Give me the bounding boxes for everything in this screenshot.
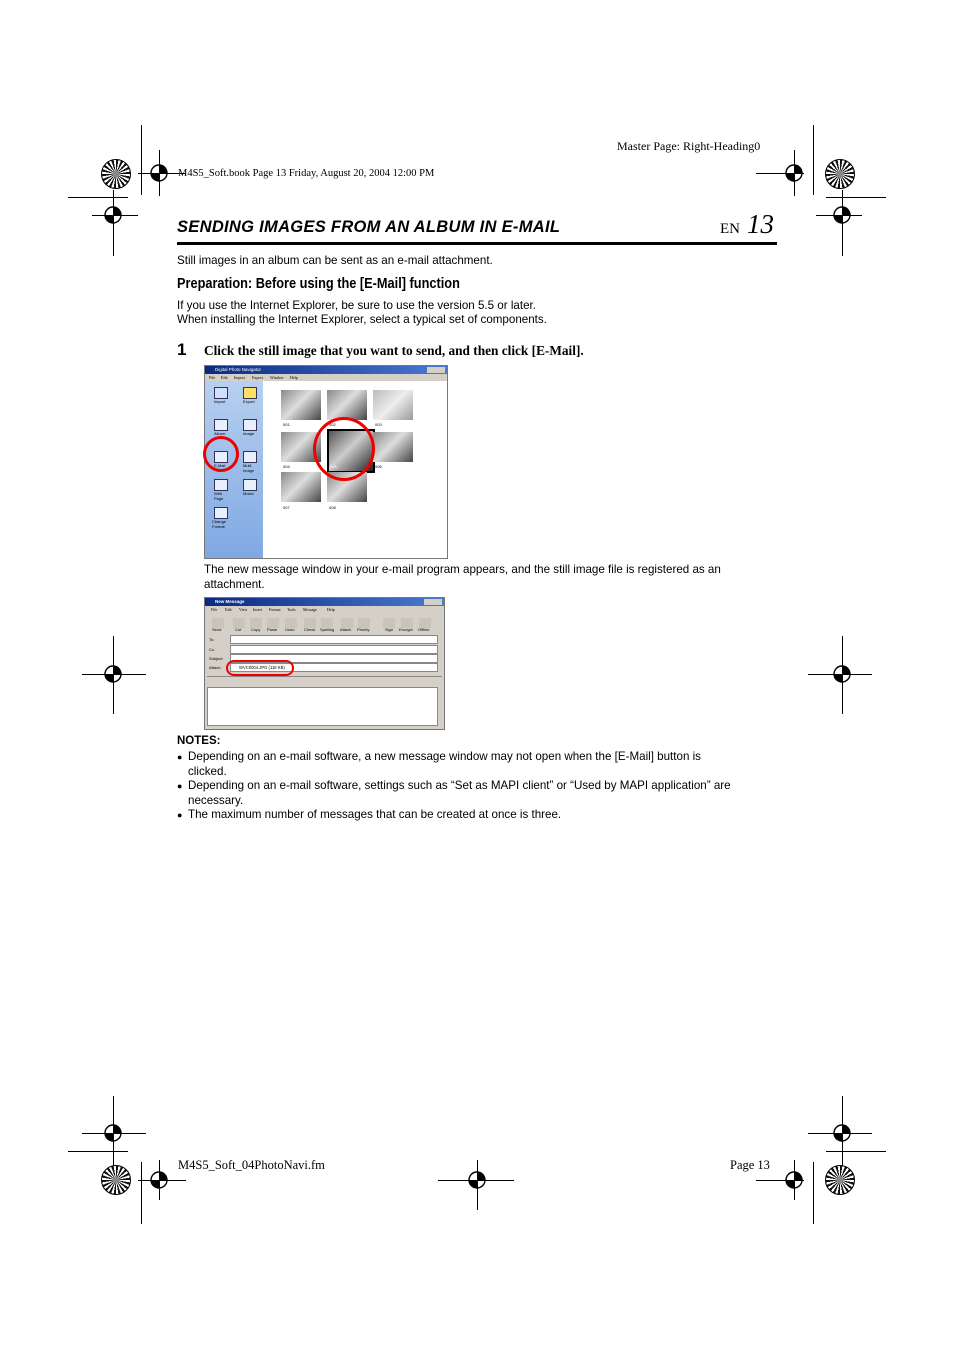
to-label: To: [209,637,215,642]
window-menubar [205,606,444,613]
note-item [177,750,182,765]
subject-label: Subject: [209,656,224,661]
photo-highlight-circle [313,417,375,481]
menu-import: Import [234,375,245,380]
attachment-highlight-oval [226,660,294,676]
multi-image-icon [243,451,257,463]
book-info: M4S5_Soft.book Page 13 Friday, August 20, 2004 12:00 PM [178,168,435,179]
menu-help: Help [327,607,335,612]
thumbnail-label: 007 [283,505,290,510]
photo-thumbnail [281,472,321,502]
window-title: New Message [215,599,245,604]
window-titlebar [205,598,444,606]
toolbar-label: Spelling [320,627,335,632]
step-number: 1 [177,340,187,359]
menu-file: File [211,607,218,612]
note-item [177,808,182,823]
window-title: Digital Photo Navigator [215,367,262,372]
note-2-line-1: Depending on an e-mail software, settings such as “Set as MAPI client” or “Used by MAPI application” are [188,779,731,792]
web-page-label: Web Page [214,491,224,501]
toolbar-label: Encrypt [399,627,413,632]
thumbnail-label: 008 [329,505,336,510]
thumbnail-label: 001 [283,422,290,427]
page-number: 13 [747,209,774,239]
page-title: SENDING IMAGES FROM AN ALBUM IN E-MAIL [177,218,561,236]
note-2-line-2: necessary. [188,794,244,807]
menu-edit: Edit [225,607,232,612]
export-label: Export [243,399,255,404]
menu-tools: Tools [287,607,296,612]
bullet-icon: ● [177,810,183,820]
menu-help: Help [290,375,298,380]
menu-format: Format [269,607,281,612]
intro-text: Still images in an album can be sent as an e-mail attachment. [177,254,493,267]
toolbar-label: Cut [235,627,242,632]
web-page-icon [214,479,228,491]
bullet-icon: ● [177,781,183,791]
import-icon [214,387,228,399]
photo-thumbnail [327,390,367,420]
note-3-line-1: The maximum number of messages that can be created at once is three. [188,808,562,821]
menu-message: Message [303,607,317,612]
toolbar-label: Priority [357,627,370,632]
toolbar-label: Attach [340,627,352,632]
thumbnail-label: 006 [375,464,382,469]
thumbnail-label: 002 [329,422,336,427]
thumbnail-label: 004 [283,464,290,469]
thumbnail-label: 003 [375,422,382,427]
menu-insert: Insert [253,607,263,612]
preparation-line-1: If you use the Internet Explorer, be sure to use the version 5.5 or later. [177,299,536,312]
toolbar-label: Undo [285,627,295,632]
album-label: Album [214,431,226,436]
movie-icon [243,479,257,491]
photo-thumbnail [373,432,413,462]
toolbar-label: Sign [385,627,394,632]
photo-thumbnail [281,390,321,420]
cc-label: Cc: [209,647,215,652]
note-1-line-2: clicked. [188,765,227,778]
image-label: Image [243,431,255,436]
preparation-line-2: When installing the Internet Explorer, select a typical set of components. [177,313,547,326]
menu-export: Export [252,375,263,380]
toolbar-label: Paste [267,627,278,632]
window-controls-icon [427,367,445,373]
bullet-icon: ● [177,752,183,762]
change-format-icon [214,507,228,519]
toolbar-label: Offline [418,627,430,632]
language-code: EN [720,221,740,237]
format-bar [207,676,442,685]
export-icon [243,387,257,399]
menu-view: View [239,607,248,612]
toolbar-label: Copy [251,627,261,632]
movie-label: Movie [243,491,254,496]
attach-label: Attach: [209,665,222,670]
footer-filename: M4S5_Soft_04PhotoNavi.fm [178,1158,325,1172]
preparation-heading: Preparation: Before using the [E-Mail] function [177,276,460,292]
note-item [177,779,182,794]
attachment-filename: WVC0004.JPG (118 KB) [239,665,285,670]
window-menubar [205,374,447,381]
toolbar-label: Check [304,627,316,632]
window-titlebar [205,366,447,374]
toolbar-label: Send [212,627,222,632]
footer-page: Page 13 [730,1158,770,1172]
window-controls-icon [424,599,442,605]
title-rule [177,242,777,245]
note-1-line-1: Depending on an e-mail software, a new message window may not open when the [E-Mail] button is [188,750,701,763]
menu-window: Window [270,375,284,380]
menu-file: File [209,375,216,380]
image-icon [243,419,257,431]
multi-image-label: Multi Image [243,463,255,473]
photo-thumbnail [373,390,413,420]
step-instruction: Click the still image that you want to send, and then click [E-Mail]. [204,343,584,358]
change-format-label: Change Format [212,519,227,529]
result-line-2: attachment. [204,578,265,591]
menu-edit: Edit [221,375,228,380]
to-field [230,635,438,644]
email-label: E-Mail [214,463,226,468]
album-icon [214,419,228,431]
master-page-label: Master Page: Right-Heading0 [617,139,761,153]
cc-field [230,645,438,654]
email-highlight-circle [203,436,239,472]
import-label: Import [214,399,226,404]
thumbnail-label: 005 [330,464,337,469]
notes-heading: NOTES: [177,735,221,747]
result-line-1: The new message window in your e-mail program appears, and the still image file is registered as an [204,563,721,576]
message-body [207,687,438,726]
